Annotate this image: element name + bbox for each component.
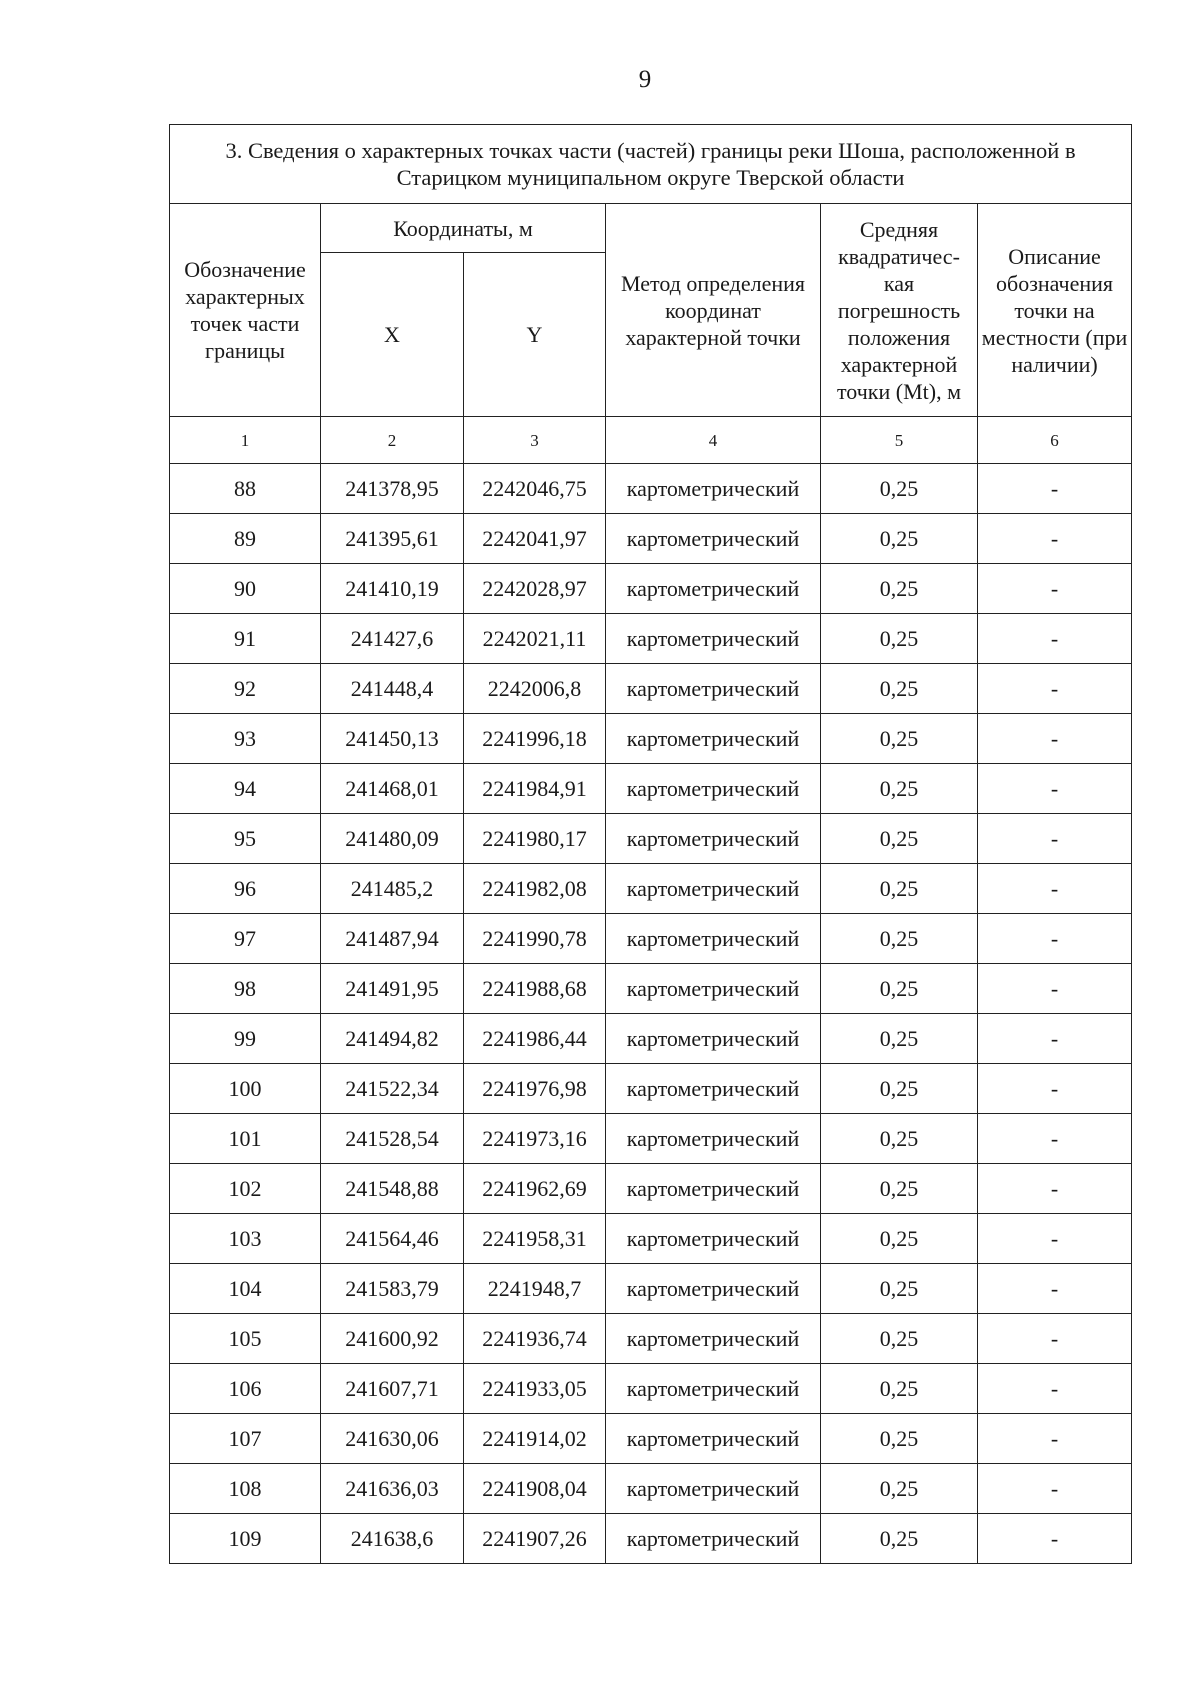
point-number-cell: 109 [170,1514,321,1564]
accuracy-cell: 0,25 [821,514,978,564]
x-coordinate-cell: 241468,01 [321,764,464,814]
method-cell: картометрический [606,1414,821,1464]
x-coordinate-cell: 241410,19 [321,564,464,614]
table-row [170,1514,1132,1564]
method-cell: картометрический [606,1014,821,1064]
accuracy-cell: 0,25 [821,1314,978,1364]
x-coordinate-cell: 241395,61 [321,514,464,564]
description-cell: - [978,764,1132,814]
table-row [170,564,1132,614]
table-row [170,1014,1132,1064]
point-number-cell: 99 [170,1014,321,1064]
method-cell: картометрический [606,714,821,764]
accuracy-cell: 0,25 [821,1214,978,1264]
accuracy-cell: 0,25 [821,1164,978,1214]
description-cell: - [978,664,1132,714]
y-coordinate-cell: 2241984,91 [464,764,606,814]
table-row [170,1464,1132,1514]
y-coordinate-cell: 2241976,98 [464,1064,606,1114]
accuracy-cell: 0,25 [821,1414,978,1464]
point-number-cell: 91 [170,614,321,664]
accuracy-cell: 0,25 [821,714,978,764]
page-number: 9 [638,66,652,93]
method-cell: картометрический [606,964,821,1014]
accuracy-cell: 0,25 [821,964,978,1014]
table-row [170,964,1132,1014]
table-row [170,664,1132,714]
method-cell: картометрический [606,1464,821,1514]
description-cell: - [978,464,1132,514]
x-coordinate-cell: 241607,71 [321,1364,464,1414]
x-coordinate-cell: 241564,46 [321,1214,464,1264]
accuracy-cell: 0,25 [821,1514,978,1564]
y-coordinate-cell: 2242041,97 [464,514,606,564]
method-cell: картометрический [606,564,821,614]
point-number-cell: 89 [170,514,321,564]
table-row [170,1364,1132,1414]
x-coordinate-cell: 241636,03 [321,1464,464,1514]
header-point-designation: Обозначение характерных точек части границы [170,204,321,417]
method-cell: картометрический [606,1064,821,1114]
point-number-cell: 104 [170,1264,321,1314]
description-cell: - [978,964,1132,1014]
accuracy-cell: 0,25 [821,1264,978,1314]
x-coordinate-cell: 241548,88 [321,1164,464,1214]
y-coordinate-cell: 2241990,78 [464,914,606,964]
column-number: 6 [978,417,1132,464]
point-number-cell: 96 [170,864,321,914]
header-x: X [321,253,464,417]
description-cell: - [978,1114,1132,1164]
method-cell: картометрический [606,464,821,514]
x-coordinate-cell: 241448,4 [321,664,464,714]
point-number-cell: 92 [170,664,321,714]
description-cell: - [978,1514,1132,1564]
y-coordinate-cell: 2241986,44 [464,1014,606,1064]
point-number-cell: 100 [170,1064,321,1114]
x-coordinate-cell: 241600,92 [321,1314,464,1364]
point-number-cell: 102 [170,1164,321,1214]
table-row [170,614,1132,664]
y-coordinate-cell: 2241996,18 [464,714,606,764]
description-cell: - [978,1414,1132,1464]
accuracy-cell: 0,25 [821,814,978,864]
x-coordinate-cell: 241487,94 [321,914,464,964]
description-cell: - [978,1314,1132,1364]
y-coordinate-cell: 2241914,02 [464,1414,606,1464]
column-number: 5 [821,417,978,464]
description-cell: - [978,614,1132,664]
header-row [170,204,1132,253]
method-cell: картометрический [606,1514,821,1564]
method-cell: картометрический [606,514,821,564]
point-number-cell: 95 [170,814,321,864]
table-row [170,1314,1132,1364]
accuracy-cell: 0,25 [821,614,978,664]
header-accuracy: Средняя квадратичес-кая погрешность положения характерной точки (Mt), м [821,204,978,417]
point-number-cell: 93 [170,714,321,764]
method-cell: картометрический [606,1364,821,1414]
table-row [170,1414,1132,1464]
table-row [170,1214,1132,1264]
x-coordinate-cell: 241450,13 [321,714,464,764]
x-coordinate-cell: 241494,82 [321,1014,464,1064]
column-number-row [170,417,1132,464]
y-coordinate-cell: 2242021,11 [464,614,606,664]
description-cell: - [978,564,1132,614]
y-coordinate-cell: 2241948,7 [464,1264,606,1314]
accuracy-cell: 0,25 [821,1364,978,1414]
description-cell: - [978,1064,1132,1114]
column-number: 4 [606,417,821,464]
y-coordinate-cell: 2241958,31 [464,1214,606,1264]
method-cell: картометрический [606,1164,821,1214]
method-cell: картометрический [606,814,821,864]
method-cell: картометрический [606,664,821,714]
x-coordinate-cell: 241528,54 [321,1114,464,1164]
accuracy-cell: 0,25 [821,664,978,714]
description-cell: - [978,1464,1132,1514]
method-cell: картометрический [606,1114,821,1164]
y-coordinate-cell: 2241988,68 [464,964,606,1014]
column-number: 2 [321,417,464,464]
table-row [170,1264,1132,1314]
method-cell: картометрический [606,864,821,914]
description-cell: - [978,1214,1132,1264]
point-number-cell: 97 [170,914,321,964]
method-cell: картометрический [606,1214,821,1264]
accuracy-cell: 0,25 [821,1014,978,1064]
column-number: 3 [464,417,606,464]
table-row [170,764,1132,814]
x-coordinate-cell: 241480,09 [321,814,464,864]
x-coordinate-cell: 241485,2 [321,864,464,914]
y-coordinate-cell: 2241962,69 [464,1164,606,1214]
x-coordinate-cell: 241630,06 [321,1414,464,1464]
point-number-cell: 106 [170,1364,321,1414]
x-coordinate-cell: 241427,6 [321,614,464,664]
y-coordinate-cell: 2241980,17 [464,814,606,864]
header-coordinates: Координаты, м [321,204,606,253]
table-row [170,864,1132,914]
x-coordinate-cell: 241522,34 [321,1064,464,1114]
y-coordinate-cell: 2241936,74 [464,1314,606,1364]
accuracy-cell: 0,25 [821,914,978,964]
y-coordinate-cell: 2241973,16 [464,1114,606,1164]
y-coordinate-cell: 2241933,05 [464,1364,606,1414]
method-cell: картометрический [606,1314,821,1364]
table-row [170,464,1132,514]
x-coordinate-cell: 241583,79 [321,1264,464,1314]
method-cell: картометрический [606,1264,821,1314]
table-row [170,714,1132,764]
point-number-cell: 98 [170,964,321,1014]
method-cell: картометрический [606,914,821,964]
table-row [170,1064,1132,1114]
description-cell: - [978,864,1132,914]
table-title: 3. Сведения о характерных точках части (частей) границы реки Шоша, расположенной в Старицком муниципальном округе Тверской области [170,125,1132,204]
method-cell: картометрический [606,614,821,664]
x-coordinate-cell: 241638,6 [321,1514,464,1564]
table-title-row [170,125,1132,204]
description-cell: - [978,1264,1132,1314]
accuracy-cell: 0,25 [821,1464,978,1514]
header-y: Y [464,253,606,417]
description-cell: - [978,714,1132,764]
accuracy-cell: 0,25 [821,764,978,814]
point-number-cell: 94 [170,764,321,814]
x-coordinate-cell: 241378,95 [321,464,464,514]
coordinates-table [169,124,1132,1564]
description-cell: - [978,514,1132,564]
description-cell: - [978,914,1132,964]
y-coordinate-cell: 2241982,08 [464,864,606,914]
header-method: Метод определения координат характерной точки [606,204,821,417]
table-row [170,1114,1132,1164]
point-number-cell: 90 [170,564,321,614]
accuracy-cell: 0,25 [821,564,978,614]
accuracy-cell: 0,25 [821,464,978,514]
table-row [170,814,1132,864]
table-row [170,914,1132,964]
accuracy-cell: 0,25 [821,864,978,914]
method-cell: картометрический [606,764,821,814]
y-coordinate-cell: 2242046,75 [464,464,606,514]
description-cell: - [978,1164,1132,1214]
x-coordinate-cell: 241491,95 [321,964,464,1014]
y-coordinate-cell: 2241907,26 [464,1514,606,1564]
description-cell: - [978,1364,1132,1414]
description-cell: - [978,1014,1132,1064]
y-coordinate-cell: 2242028,97 [464,564,606,614]
y-coordinate-cell: 2242006,8 [464,664,606,714]
accuracy-cell: 0,25 [821,1064,978,1114]
description-cell: - [978,814,1132,864]
y-coordinate-cell: 2241908,04 [464,1464,606,1514]
point-number-cell: 108 [170,1464,321,1514]
table-row [170,514,1132,564]
point-number-cell: 101 [170,1114,321,1164]
point-number-cell: 107 [170,1414,321,1464]
accuracy-cell: 0,25 [821,1114,978,1164]
point-number-cell: 88 [170,464,321,514]
header-description: Описание обозначения точки на местности (при наличии) [978,204,1132,417]
point-number-cell: 103 [170,1214,321,1264]
column-number: 1 [170,417,321,464]
point-number-cell: 105 [170,1314,321,1364]
table-row [170,1164,1132,1214]
